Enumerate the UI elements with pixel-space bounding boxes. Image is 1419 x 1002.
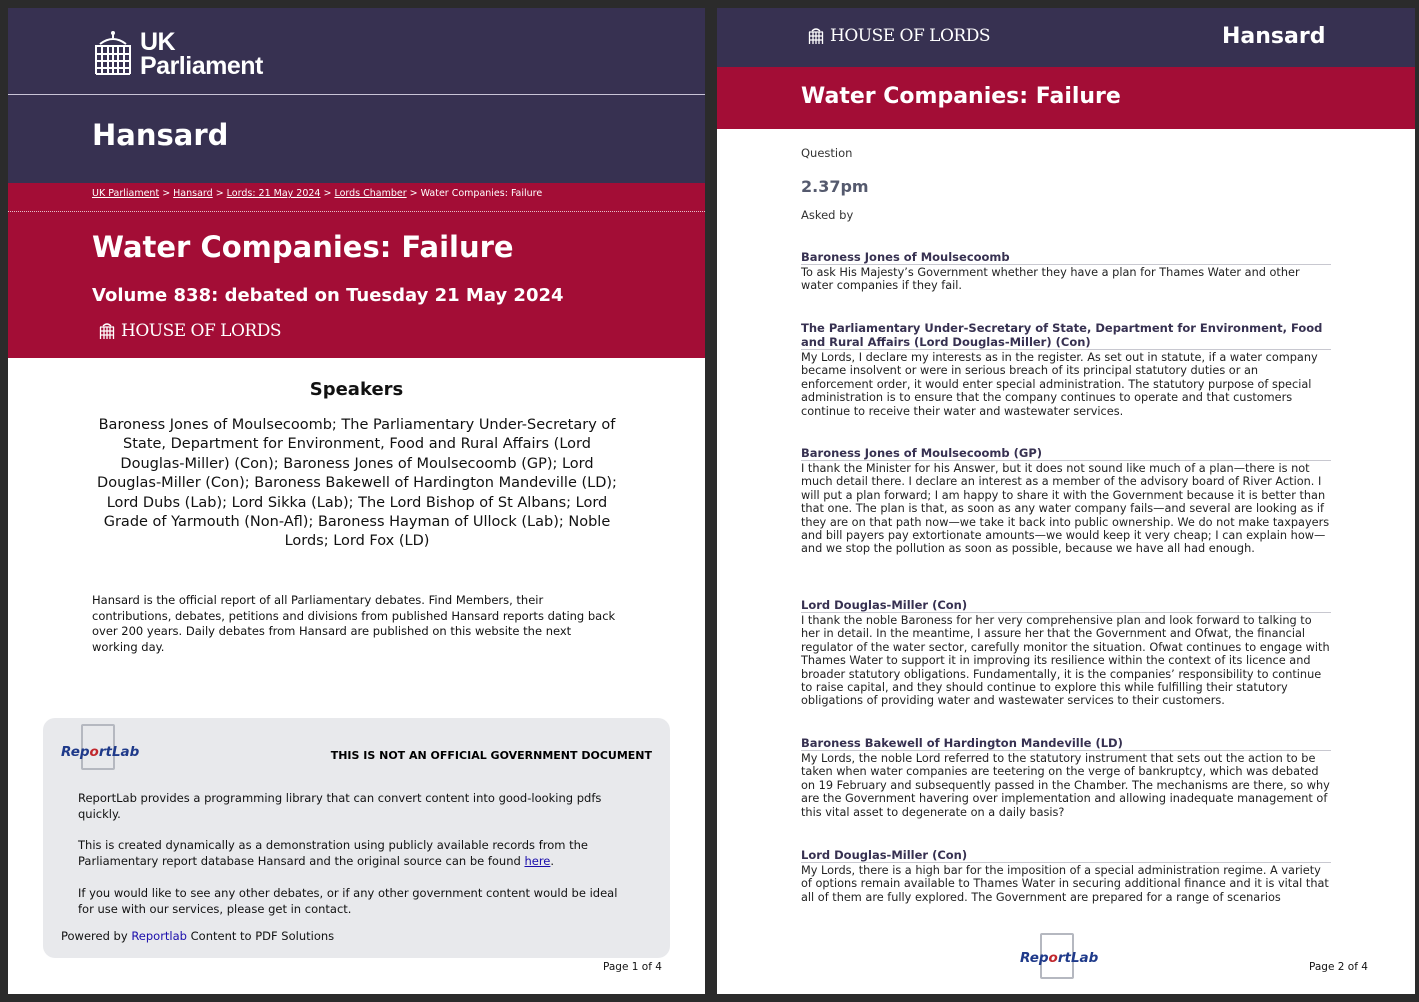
breadcrumb-link-lords-date[interactable]: Lords: 21 May 2024 <box>226 188 321 199</box>
contribution <box>801 736 1331 819</box>
reportlab-wordmark: ReportLab <box>61 744 140 760</box>
speaker-name: Lord Douglas-Miller (Con) <box>801 598 1331 613</box>
breadcrumb-link-hansard[interactable]: Hansard <box>173 188 213 199</box>
page-title: Water Companies: Failure <box>801 84 1121 109</box>
speaker-name: Lord Douglas-Miller (Con) <box>801 848 1331 863</box>
pdf-page-1 <box>8 8 705 994</box>
not-official-notice: THIS IS NOT AN OFFICIAL GOVERNMENT DOCUMENT <box>330 749 652 762</box>
house-of-lords-text: HOUSE OF LORDS <box>121 321 281 341</box>
page-number: Page 2 of 4 <box>1309 961 1368 973</box>
portcullis-icon <box>807 27 825 45</box>
speakers-list: Baroness Jones of Moulsecoomb; The Parliamentary Under-Secretary of State, Department for Environment, Food and Rural Affairs (Lord Douglas-Miller) (Con); Baroness Jones of Moulsecoomb (GP); Lord Douglas-Miller (Con); Baroness Bakewell of Hardington Mandeville (LD); Lord Dubs (Lab); Lord Sikka (Lab); The Lord Bishop of St Albans; Lord Grade of Yarmouth (Non-Afl); Baroness Hayman of Ullock (Lab); Noble Lords; Lord Fox (LD) <box>97 417 617 550</box>
breadcrumb-link-lords-chamber[interactable]: Lords Chamber <box>334 188 407 199</box>
contribution-text: My Lords, I declare my interests as in the register. As set out in statute, if a water company became insolvent or were in serious breach of its principal statutory duties or an enforcement order, it would enter special administration. The statutory purpose of special administration is to ensure that the company continues to operate and that customers continue to receive their water and wastewater services. <box>801 351 1318 418</box>
breadcrumb-link-uk-parliament[interactable]: UK Parliament <box>92 188 160 199</box>
contribution-text: My Lords, there is a high bar for the imposition of a special administration regime. A variety of options remain available to Thames Water in securing additional finance and it is vital that all of them are fully explored. The Government are prepared for a range of scenarios <box>801 864 1329 904</box>
asked-by-label: Asked by <box>801 208 854 222</box>
speakers-heading: Speakers <box>309 379 404 400</box>
hansard-title: Hansard <box>92 118 229 152</box>
contribution-text: I thank the Minister for his Answer, but it does not sound like much of a plan—there is not much detail there. I declare an interest as a member of the advisory board of River Action. I will put a plan forward; I am happy to share it with the Government because it is better than that one. The plan is that, as soon as any water company fails—and several are looking as if they are on that path now—we take it back into public ownership. We do not make taxpayers and bill payers pay extortionate amounts—we would keep it very cheap; I can explain how—and we stop the pollution as soon as possible, because we have all had enough. <box>801 462 1330 556</box>
breadcrumb <box>92 188 542 199</box>
reportlab-paragraph-3: If you would like to see any other debates, or if any other government content would be ideal for use with our services, please get in contact. <box>78 886 618 916</box>
contribution <box>801 321 1331 418</box>
house-of-lords-text: HOUSE OF LORDS <box>830 26 990 46</box>
contribution-text: To ask His Majesty’s Government whether they have a plan for Thames Water and other water companies if they fail. <box>801 266 1300 293</box>
reportlab-paragraph-1: ReportLab provides a programming library that can convert content into good-looking pdfs quickly. <box>78 791 602 821</box>
dotted-divider <box>8 211 705 212</box>
about-hansard: Hansard is the official report of all Parliamentary debates. Find Members, their contributions, debates, petitions and divisions from published Hansard reports dating back over 200 years. Daily debates from Hansard are published on this website the next working day. <box>92 593 616 654</box>
question-time: 2.37pm <box>801 177 869 196</box>
source-link[interactable]: here <box>524 853 551 868</box>
powered-by: Powered by Reportlab Content to PDF Solutions <box>61 929 335 943</box>
breadcrumb-separator: > <box>409 188 418 199</box>
hansard-title: Hansard <box>1222 24 1326 49</box>
page-title: Water Companies: Failure <box>92 230 514 264</box>
contribution-text: My Lords, the noble Lord referred to the statutory instrument that sets out the action to be taken when water companies are teetering on the verge of bankruptcy, which was debated on 19 February and subsequently passed in the Chamber. The mechanisms are there, so why are the Government havering over implementation and allowing inadequate management of this vital asset to degenerate on a daily basis? <box>801 752 1330 819</box>
contribution-text: I thank the noble Baroness for her very comprehensive plan and look forward to talking to her in detail. In the meantime, I assure her that the Government and Ofwat, the financial regulator of the water sector, carefully monitor the situation. Ofwat continues to engage with Thames Water to support it in improving its resilience within the context of its licence and broader statutory obligations. Fundamentally, it is the companies’ responsibility to continue to raise capital, and they should continue to explore this while fulfilling their statutory obligations of providing water and wastewater services to their customers. <box>801 614 1330 708</box>
logo-uk: UK <box>140 28 176 56</box>
contribution <box>801 250 1331 293</box>
debate-subtitle: Volume 838: debated on Tuesday 21 May 2024 <box>92 285 564 306</box>
contribution <box>801 446 1331 556</box>
logo-parliament: Parliament <box>140 52 263 80</box>
portcullis-icon <box>92 30 134 78</box>
speaker-name: Baroness Bakewell of Hardington Mandeville (LD) <box>801 736 1331 751</box>
breadcrumb-separator: > <box>162 188 171 199</box>
page-number: Page 1 of 4 <box>603 961 662 973</box>
speaker-name: The Parliamentary Under-Secretary of State, Department for Environment, Food and Rural Affairs (Lord Douglas-Miller) (Con) <box>801 321 1331 350</box>
house-of-lords-logo <box>807 26 990 46</box>
pdf-page-2 <box>717 8 1415 994</box>
breadcrumb-separator: > <box>215 188 224 199</box>
contribution <box>801 848 1331 904</box>
header-band <box>717 8 1415 67</box>
house-of-lords-logo <box>98 321 281 341</box>
uk-parliament-logo[interactable] <box>92 30 263 78</box>
header-band <box>8 8 705 183</box>
speaker-name: Baroness Jones of Moulsecoomb (GP) <box>801 446 1331 461</box>
reportlab-notice-box <box>43 718 670 958</box>
breadcrumb-current: Water Companies: Failure <box>420 188 543 199</box>
speaker-name: Baroness Jones of Moulsecoomb <box>801 250 1331 265</box>
reportlab-logo[interactable] <box>1020 933 1100 983</box>
reportlab-wordmark: ReportLab <box>1020 950 1099 966</box>
question-label: Question <box>801 146 853 160</box>
reportlab-paragraph-2: This is created dynamically as a demonstration using publicly available records from the Parliamentary report database Hansard and the original source can be found here. <box>78 838 588 868</box>
reportlab-link[interactable]: Reportlab <box>131 929 187 943</box>
divider <box>8 94 705 95</box>
breadcrumb-separator: > <box>323 188 332 199</box>
contribution <box>801 598 1331 708</box>
portcullis-icon <box>98 322 116 340</box>
reportlab-logo[interactable] <box>61 724 141 774</box>
